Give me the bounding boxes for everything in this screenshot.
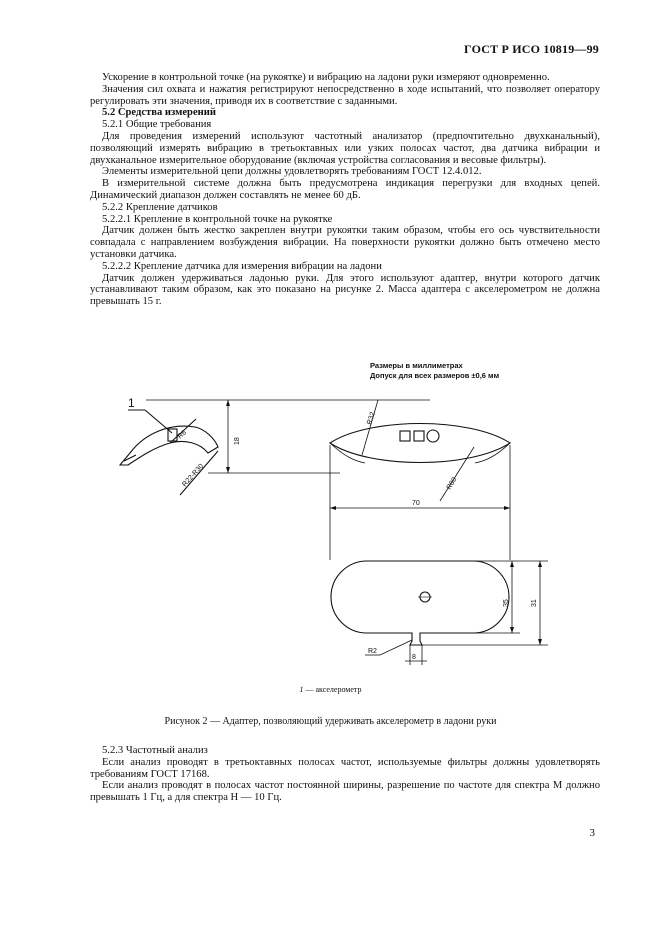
paragraph: Датчик должен удерживаться ладонью руки. Для этого используют адаптер, внутри которого датчик устанавливают таким образом, как это показано на рисунке 2. Масса адаптера с акселерометром не должна превышать 15 г. (90, 272, 600, 308)
paragraph: Ускорение в контрольной точке (на рукоятке) и вибрацию на ладони руки измеряют одновременно. (102, 72, 550, 83)
bottom-view-body (331, 561, 509, 645)
dim-8: 8 (412, 654, 416, 661)
paragraph: Элементы измерительной цепи должны удовлетворять требованиям ГОСТ 12.4.012. (102, 166, 482, 178)
adapter-drawing (100, 355, 560, 661)
paragraph: В измерительной системе должна быть предусмотрена индикация перегрузки для входных цепей. Динамический диапазон должен составлять не менее 60 дБ. (90, 178, 600, 201)
section-heading: 5.2 Средства измерений (102, 107, 216, 119)
page-number: 3 (589, 827, 595, 839)
legend-number: 1 (299, 685, 304, 694)
top-view-lens (330, 424, 510, 463)
paragraph: Датчик должен быть жестко закреплен внутри рукоятки таким образом, чтобы его ось чувствительности совпадала с направлением возбуждения вибрации. На поверхности рукоятки должно быть отмечено место установки датчика. (90, 225, 600, 260)
top-square-2 (414, 431, 424, 441)
legend-text: — акселерометр (303, 685, 362, 694)
top-square-1 (400, 431, 410, 441)
subsection-heading: 5.2.2.1 Крепление в контрольной точке на рукоятке (102, 213, 333, 225)
paragraph: Если анализ проводят в полосах частот постоянной ширины, разрешение по частоте для спектра M должно превышать 1 Гц, а для спектра H — 10 Гц. (90, 780, 600, 804)
figure-legend (0, 685, 661, 694)
subsection-heading: 5.2.2.2 Крепление датчика для измерения вибрации на ладони (102, 260, 382, 272)
note-units: Размеры в миллиметрах (370, 361, 463, 370)
body-text-bottom (90, 745, 600, 804)
callout-1: 1 (128, 396, 135, 410)
note-tolerance: Допуск для всех размеров ±0,6 мм (370, 371, 500, 380)
dim-18: 18 (234, 437, 241, 445)
subsection-heading: 5.2.2 Крепление датчиков (102, 201, 218, 213)
dim-31: 31 (531, 599, 538, 607)
subsection-heading: 5.2.3 Частотный анализ (102, 745, 208, 756)
dim-r80: R80 (445, 476, 459, 492)
paragraph: Значения сил охвата и нажатия регистрируют непосредственно в ходе испытаний, что позволяет оператору регулировать эти значения, приводя их в соответствие с заданными. (90, 83, 600, 107)
dim-70: 70 (412, 500, 420, 507)
dim-35: 35 (503, 599, 510, 607)
dim-r32: R32 (366, 411, 377, 426)
dim-r2: R2 (368, 648, 377, 655)
paragraph: Для проведения измерений используют частотный анализатор (предпочтительно двухканальный), позволяющий измерять вибрацию в третьоктавных или узких полосах частот, два датчика вибрации и двухканальное измерительное оборудование (включая устройства согласования и весовые фильтры). (90, 130, 600, 166)
subsection-heading: 5.2.1 Общие требования (102, 119, 212, 131)
dim-r22-r30: R22-R30 (181, 462, 206, 489)
paragraph: Если анализ проводят в третьоктавных полосах частот, используемые фильтры должны удовлетворять требованиям ГОСТ 17168. (90, 756, 600, 780)
body-text-top (90, 72, 600, 308)
side-view-outer (120, 426, 218, 465)
document-header: ГОСТ Р ИСО 10819—99 (464, 42, 599, 56)
figure-caption: Рисунок 2 — Адаптер, позволяющий удерживать акселерометр в ладони руки (164, 716, 497, 727)
top-circle (427, 430, 439, 442)
dim-r6: R6 (176, 429, 188, 441)
